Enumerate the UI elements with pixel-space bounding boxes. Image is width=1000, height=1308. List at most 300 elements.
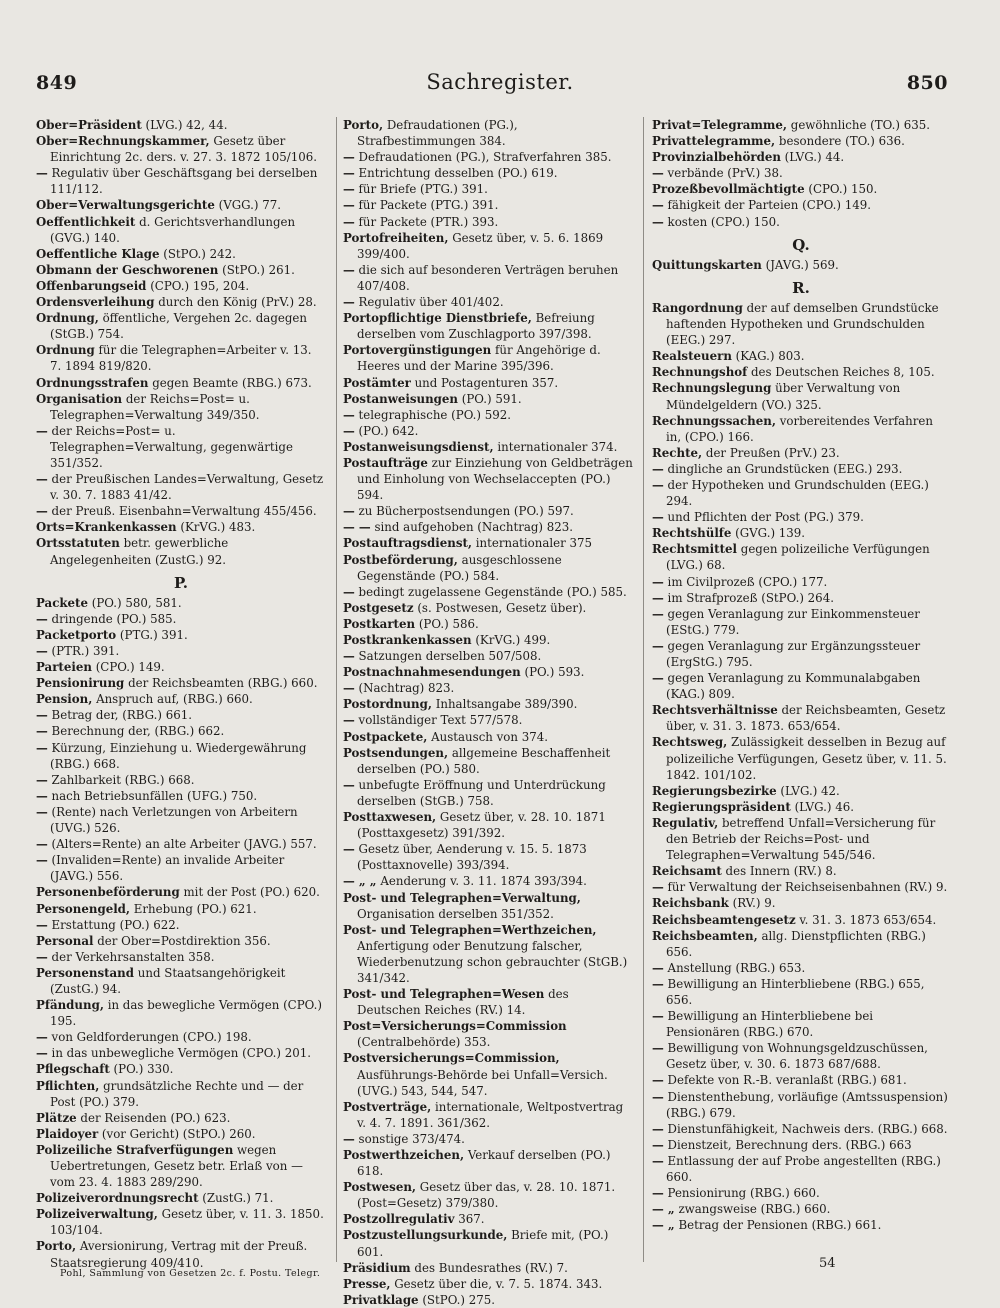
entry-text: (CPO.) 195, 204.: [150, 278, 250, 293]
entry-text: Regulativ über 401/402.: [358, 295, 504, 310]
entry-text: Dienstenthebung, vorläufige (Amtssuspension) (RBG.) 679.: [666, 1089, 948, 1120]
entry-text: die sich auf besonderen Verträgen beruhen 407/408.: [357, 262, 619, 293]
entry-heading: —: [652, 606, 664, 621]
entry-text: Defraudationen (PG.), Strafverfahren 385.: [358, 150, 612, 165]
entry-text: (PO.) 330.: [113, 1062, 174, 1077]
entry-heading: Postgesetz: [343, 600, 414, 615]
entry-heading: —: [36, 837, 48, 852]
entry-text: (PTG.) 391.: [119, 627, 188, 642]
entry-text: durch den König (PrV.) 28.: [158, 295, 317, 310]
index-entry: [343, 535, 633, 551]
entry-text: Gesetz über die, v. 7. 5. 1874. 343.: [394, 1276, 603, 1291]
index-entry: [36, 675, 326, 691]
entry-heading: Ober=Präsident: [36, 118, 142, 132]
entry-text: Gesetz über, v. 5. 6. 1869 399/400.: [357, 230, 604, 261]
index-entry: [36, 535, 326, 567]
index-entry: [343, 1099, 633, 1131]
entry-heading: —: [652, 1089, 664, 1104]
entry-heading: Realsteuern: [652, 349, 732, 364]
entry-text: der Reichs=Post= u. Telegraphen=Verwaltung, gegenwärtige 351/352.: [50, 423, 293, 470]
index-entry: [652, 1040, 950, 1072]
index-entry: [343, 1131, 633, 1147]
entry-heading: Personenbeförderung: [36, 885, 180, 900]
entry-text: (StPO.) 242.: [163, 246, 236, 261]
index-entry: [652, 364, 950, 380]
entry-text: (LVG.) 42.: [780, 783, 840, 798]
entry-heading: Rangordnung: [652, 300, 743, 315]
index-entry: [343, 777, 633, 809]
entry-heading: Postordnung,: [343, 697, 432, 712]
entry-text: (RV.) 9.: [732, 896, 776, 911]
entry-heading: Ordensverleihung: [36, 295, 155, 310]
index-entry: [36, 246, 326, 262]
entry-heading: Post- und Telegraphen=Verwaltung,: [343, 890, 581, 905]
entry-heading: —: [652, 1073, 664, 1088]
entry-text: (ZustG.) 71.: [202, 1191, 274, 1206]
entry-heading: Plätze: [36, 1110, 77, 1125]
entry-heading: —: [36, 949, 48, 964]
entry-text: zwangsweise (RBG.) 660.: [678, 1202, 831, 1217]
index-entry: [36, 965, 326, 997]
entry-text: des Deutschen Reiches (RV.) 14.: [357, 987, 569, 1018]
entry-heading: Postzustellungsurkunde,: [343, 1228, 508, 1243]
index-entry: [343, 1227, 633, 1259]
entry-heading: —: [36, 611, 48, 626]
entry-heading: —: [652, 198, 664, 213]
entry-heading: Pension,: [36, 692, 93, 707]
index-entry: [343, 439, 633, 455]
entry-text: Dienstunfähigkeit, Nachweis ders. (RBG.) 668.: [667, 1121, 948, 1136]
entry-text: (PO.) 593.: [524, 665, 585, 680]
index-entry: [343, 214, 633, 230]
entry-text: Bewilligung an Hinterbliebene bei Pensionären (RBG.) 670.: [666, 1009, 874, 1040]
entry-heading: —: [652, 214, 664, 229]
entry-text: fähigkeit der Parteien (CPO.) 149.: [667, 198, 872, 213]
entry-text: Briefe mit, (PO.) 601.: [357, 1228, 609, 1259]
entry-heading: Rechtsweg,: [652, 735, 728, 750]
entry-text: der Reisenden (PO.) 623.: [80, 1110, 231, 1125]
index-entry: [652, 590, 950, 606]
index-entry: [343, 423, 633, 439]
entry-heading: Rechnungshof: [652, 365, 748, 380]
index-entry: [343, 407, 633, 423]
entry-heading: —: [343, 150, 355, 165]
sheet-number: 54: [819, 1256, 836, 1271]
entry-text: Anstellung (RBG.) 653.: [667, 960, 806, 975]
index-entry: [36, 294, 326, 310]
index-entry: [343, 648, 633, 664]
entry-heading: Postverträge,: [343, 1099, 432, 1114]
index-entry: [343, 342, 633, 374]
entry-heading: Oeffentliche Klage: [36, 246, 160, 261]
index-entry: [343, 197, 633, 213]
entry-text: gegen Beamte (RBG.) 673.: [152, 375, 312, 390]
entry-text: verbände (PrV.) 38.: [667, 166, 783, 181]
entry-heading: Offenbarungseid: [36, 278, 147, 293]
index-entry: [652, 257, 950, 273]
index-entry: [652, 912, 950, 928]
entry-heading: Parteien: [36, 660, 92, 675]
entry-text: Regulativ über Geschäftsgang bei derselben 111/112.: [50, 166, 318, 197]
entry-text: der Preuß. Eisenbahn=Verwaltung 455/456.: [51, 504, 317, 519]
entry-heading: —: [36, 724, 48, 739]
index-entry: [652, 1217, 950, 1233]
entry-text: Inhaltsangabe 389/390.: [435, 697, 578, 712]
index-entry: [36, 852, 326, 884]
index-entry: [652, 1137, 950, 1153]
entry-text: Betrag der, (RBG.) 661.: [51, 708, 193, 723]
entry-text: Defekte von R.-B. veranlaßt (RBG.) 681.: [667, 1073, 907, 1088]
index-entry: [652, 1008, 950, 1040]
index-entry: [36, 423, 326, 471]
entry-heading: —: [36, 853, 48, 868]
entry-heading: Pflegschaft: [36, 1062, 110, 1077]
index-entry: [652, 117, 950, 133]
index-entry: [343, 632, 633, 648]
entry-heading: Personal: [36, 933, 94, 948]
entry-text: Entlassung der auf Probe angestellten (RBG.) 660.: [666, 1153, 941, 1184]
index-entry: [652, 149, 950, 165]
entry-text: Erstattung (PO.) 622.: [51, 917, 180, 932]
entry-heading: — „: [652, 1218, 675, 1233]
index-entry: [36, 1110, 326, 1126]
entry-text: (Invaliden=Rente) an invalide Arbeiter (JAVG.) 556.: [50, 853, 285, 884]
entry-text: in das bewegliche Vermögen (CPO.) 195.: [50, 998, 322, 1029]
entry-text: der Preußischen Landes=Verwaltung, Gesetz v. 30. 7. 1883 41/42.: [50, 472, 324, 503]
index-entry: [652, 477, 950, 509]
entry-heading: Reichsbank: [652, 896, 729, 911]
footer-citation: Pohl, Sammlung von Gesetzen 2c. f. Postu. Telegr.: [60, 1268, 321, 1279]
entry-text: Gesetz über, v. 28. 10. 1871 (Posttaxgesetz) 391/392.: [357, 810, 606, 841]
index-entry: [343, 1276, 633, 1292]
entry-heading: — „: [652, 1202, 675, 1217]
entry-text: betr. gewerbliche Angelegenheiten (ZustG.) 92.: [50, 536, 229, 567]
index-entry: [36, 772, 326, 788]
entry-text: Anfertigung oder Benutzung falscher, Wiederbenutzung schon gebrauchter (StGB.) 341/342.: [357, 938, 628, 985]
index-entry: [652, 181, 950, 197]
index-entry: [652, 197, 950, 213]
index-entry: [343, 294, 633, 310]
index-entry: [343, 616, 633, 632]
index-entry: [652, 863, 950, 879]
index-entry: [652, 895, 950, 911]
entry-text: telegraphische (PO.) 592.: [358, 407, 512, 422]
entry-heading: Personenstand: [36, 965, 135, 980]
entry-text: Zahlbarkeit (RBG.) 668.: [51, 772, 195, 787]
index-entry: [343, 181, 633, 197]
index-entry: [343, 841, 633, 873]
index-entry: [652, 670, 950, 702]
entry-heading: Postnachnahmesendungen: [343, 665, 521, 680]
entry-text: Zulässigkeit desselben in Bezug auf polizeiliche Verfügungen, Gesetz über, v. 11. 5. 1842. 101/102.: [666, 735, 947, 782]
entry-text: Dienstzeit, Berechnung ders. (RBG.) 663: [667, 1137, 912, 1152]
index-entry: [343, 873, 633, 889]
entry-heading: Postwerthzeichen,: [343, 1148, 465, 1162]
entry-text: Gesetz über, Aenderung v. 15. 5. 1873 (Posttaxnovelle) 393/394.: [357, 842, 587, 873]
entry-text: gegen polizeiliche Verfügungen (LVG.) 68.: [666, 542, 930, 573]
entry-text: (JAVG.) 569.: [765, 257, 839, 272]
entry-heading: Obmann der Geschworenen: [36, 262, 219, 277]
entry-text: vollständiger Text 577/578.: [358, 713, 523, 728]
entry-heading: Polizeiverordnungsrecht: [36, 1191, 199, 1206]
entry-text: (StPO.) 275.: [422, 1292, 496, 1307]
entry-heading: Postkrankenkassen: [343, 633, 472, 647]
entry-heading: Präsidium: [343, 1260, 411, 1275]
index-entry: [36, 884, 326, 900]
entry-text: Anspruch auf, (RBG.) 660.: [96, 692, 253, 707]
section-letter: P.: [173, 573, 189, 592]
index-entry: [652, 1072, 950, 1088]
entry-heading: —: [36, 1046, 48, 1061]
entry-text: Befreiung derselben vom Zuschlagporto 397/398.: [357, 311, 595, 342]
index-entry: [343, 165, 633, 181]
index-entry: [652, 976, 950, 1008]
entry-heading: Oeffentlichkeit: [36, 214, 136, 229]
entry-text: vorbereitendes Verfahren in, (CPO.) 166.: [666, 413, 933, 444]
entry-heading: —: [343, 842, 355, 857]
index-entry: [652, 1121, 950, 1137]
entry-text: allg. Dienstpflichten (RBG.) 656.: [666, 928, 926, 959]
index-entry: [36, 1142, 326, 1190]
entry-text: Organisation derselben 351/352.: [357, 906, 554, 921]
entry-text: (LVG.) 44.: [784, 150, 845, 165]
entry-heading: —: [36, 166, 48, 181]
entry-text: zu Bücherpostsendungen (PO.) 597.: [358, 504, 574, 519]
index-entry: [36, 391, 326, 423]
entry-heading: Ober=Rechnungskammer,: [36, 134, 210, 149]
entry-text: kosten (CPO.) 150.: [667, 214, 780, 229]
entry-heading: —: [652, 477, 664, 492]
index-entry: [343, 262, 633, 294]
entry-heading: Polizeiliche Strafverfügungen: [36, 1142, 234, 1157]
entry-text: besondere (TO.) 636.: [778, 134, 905, 149]
entry-text: der Reichs=Post= u. Telegraphen=Verwaltung 349/350.: [50, 391, 260, 422]
index-entry: [652, 815, 950, 863]
entry-text: Entrichtung desselben (PO.) 619.: [358, 166, 558, 181]
entry-heading: —: [652, 1009, 664, 1024]
index-entry: [343, 712, 633, 728]
index-entry: [343, 1260, 633, 1276]
index-entry: [36, 949, 326, 965]
entry-heading: —: [343, 166, 355, 181]
entry-heading: Provinzialbehörden: [652, 150, 781, 165]
entry-text: (KrVG.) 499.: [475, 633, 551, 647]
section-letter: Q.: [792, 235, 810, 254]
index-entry: [652, 783, 950, 799]
entry-heading: —: [343, 713, 355, 728]
index-entry: [652, 879, 950, 895]
entry-text: von Geldforderungen (CPO.) 198.: [51, 1030, 252, 1045]
entry-text: des Innern (RV.) 8.: [725, 864, 837, 879]
entry-text: für die Telegraphen=Arbeiter v. 13. 7. 1894 819/820.: [50, 343, 312, 374]
entry-heading: Post- und Telegraphen=Wesen: [343, 987, 545, 1002]
index-entry: [343, 680, 633, 696]
index-entry: [36, 278, 326, 294]
index-entry: [343, 375, 633, 391]
entry-heading: Rechtsmittel: [652, 542, 738, 557]
page-number-right: 850: [906, 72, 948, 94]
column-divider: [336, 117, 337, 1262]
entry-heading: Rechnungssachen,: [652, 413, 776, 428]
entry-heading: —: [36, 740, 48, 755]
entry-heading: Privat=Telegramme,: [652, 118, 788, 132]
entry-text: Gesetz über, v. 11. 3. 1850. 103/104.: [50, 1207, 324, 1238]
index-entry: [36, 519, 326, 535]
entry-heading: Plaidoyer: [36, 1126, 99, 1141]
entry-text: der Verkehrsanstalten 358.: [51, 949, 215, 964]
index-entry: [343, 986, 633, 1018]
entry-heading: —: [343, 649, 355, 664]
entry-heading: Porto,: [36, 1239, 77, 1254]
entry-text: dringende (PO.) 585.: [51, 611, 177, 626]
entry-heading: Reichsbeamtengesetz: [652, 912, 796, 927]
entry-heading: —: [36, 788, 48, 803]
entry-text: internationaler 375: [475, 536, 593, 551]
entry-heading: —: [36, 772, 48, 787]
index-entry: [343, 922, 633, 986]
entry-text: dingliche an Grundstücken (EEG.) 293.: [667, 461, 903, 476]
entry-text: im Strafprozeß (StPO.) 264.: [667, 590, 834, 605]
index-entry: [652, 960, 950, 976]
index-entry: [652, 214, 950, 230]
entry-heading: — „ „: [343, 874, 377, 889]
entry-text: Erhebung (PO.) 621.: [133, 901, 257, 916]
entry-heading: Pflichten,: [36, 1078, 100, 1093]
index-entry: [36, 1029, 326, 1045]
entry-heading: Posttaxwesen,: [343, 810, 437, 825]
entry-text: bedingt zugelassene Gegenstände (PO.) 585.: [358, 584, 627, 599]
entry-text: (KrVG.) 483.: [180, 520, 256, 535]
entry-heading: Postpackete,: [343, 729, 428, 744]
entry-heading: —: [652, 1121, 664, 1136]
entry-heading: —: [343, 295, 355, 310]
page-title: Sachregister.: [426, 70, 574, 94]
index-entry: [343, 503, 633, 519]
entry-text: für Verwaltung der Reichseisenbahnen (RV.) 9.: [667, 880, 948, 895]
index-entry: [343, 729, 633, 745]
entry-heading: —: [652, 166, 664, 181]
index-entry: [652, 1185, 950, 1201]
entry-heading: Polizeiverwaltung,: [36, 1207, 158, 1222]
index-entry: [36, 659, 326, 675]
index-entry: [652, 1089, 950, 1121]
entry-text: (PO.) 586.: [418, 616, 479, 631]
index-entry: [36, 901, 326, 917]
index-column-left: [36, 117, 326, 1271]
entry-text: Bewilligung von Wohnungsgeldzuschüssen, Gesetz über, v. 30. 6. 1873 687/688.: [666, 1041, 928, 1072]
entry-heading: Post- und Telegraphen=Werthzeichen,: [343, 922, 597, 937]
index-entry: [343, 664, 633, 680]
entry-text: und Postagenturen 357.: [414, 375, 559, 390]
entry-heading: —: [36, 423, 48, 438]
entry-text: (LVG.) 46.: [794, 799, 854, 814]
entry-text: grundsätzliche Rechte und — der Post (PO.) 379.: [50, 1078, 304, 1109]
entry-text: der Preußen (PrV.) 23.: [705, 445, 840, 460]
entry-heading: Regulativ,: [652, 815, 719, 830]
index-entry: [36, 471, 326, 503]
entry-text: (PO.) 580, 581.: [91, 595, 182, 610]
entry-text: (s. Postwesen, Gesetz über).: [417, 600, 587, 615]
index-entry: [652, 638, 950, 670]
entry-text: v. 31. 3. 1873 653/654.: [799, 912, 937, 927]
entry-heading: —: [36, 504, 48, 519]
index-entry: [343, 1050, 633, 1098]
entry-text: (Alters=Rente) an alte Arbeiter (JAVG.) 557.: [51, 837, 317, 852]
index-entry: [36, 1126, 326, 1142]
index-entry: [36, 1078, 326, 1110]
entry-heading: Privattelegramme,: [652, 134, 776, 149]
entry-heading: Orts=Krankenkassen: [36, 520, 177, 535]
entry-heading: Packete: [36, 595, 89, 610]
entry-text: sonstige 373/474.: [358, 1131, 465, 1146]
entry-text: im Civilprozeß (CPO.) 177.: [667, 574, 828, 589]
entry-text: internationale, Weltpostvertrag v. 4. 7. 1891. 361/362.: [357, 1099, 624, 1130]
index-entry: [343, 584, 633, 600]
index-entry: [36, 310, 326, 342]
entry-heading: —: [36, 644, 48, 658]
entry-text: nach Betriebsunfällen (UFG.) 750.: [51, 788, 258, 803]
entry-heading: —: [652, 960, 664, 975]
entry-text: Defraudationen (PG.), Strafbestimmungen 384.: [357, 118, 518, 149]
entry-heading: Ordnung: [36, 343, 95, 358]
entry-heading: Regierungspräsident: [652, 799, 791, 814]
index-entry: [36, 133, 326, 165]
index-entry: [36, 1238, 326, 1270]
entry-text: Austausch von 374.: [431, 729, 549, 744]
entry-heading: Postauftragsdienst,: [343, 536, 473, 551]
entry-text: (CPO.) 149.: [95, 660, 165, 675]
entry-text: (Rente) nach Verletzungen von Arbeitern (UVG.) 526.: [50, 804, 298, 836]
entry-heading: —: [652, 976, 664, 991]
index-entry: [343, 1292, 633, 1308]
index-entry: [652, 799, 950, 815]
entry-heading: Personengeld,: [36, 901, 131, 916]
page-number-left: 849: [36, 72, 78, 94]
entry-text: mit der Post (PO.) 620.: [183, 885, 320, 900]
entry-text: gegen Veranlagung zur Einkommensteuer (EStG.) 779.: [666, 606, 920, 637]
entry-heading: —: [652, 1153, 664, 1168]
index-entry: [343, 230, 633, 262]
entry-heading: Presse,: [343, 1276, 391, 1291]
entry-text: Aversionirung, Vertrag mit der Preuß. Staatsregierung 409/410.: [50, 1239, 308, 1270]
index-entry: [36, 375, 326, 391]
entry-text: Verkauf derselben (PO.) 618.: [357, 1148, 611, 1179]
entry-text: Bewilligung an Hinterbliebene (RBG.) 655, 656.: [666, 976, 925, 1007]
entry-text: der auf demselben Grundstücke haftenden Hypotheken und Grundschulden (EEG.) 297.: [666, 300, 939, 348]
entry-heading: —: [36, 917, 48, 932]
entry-text: Pensionirung (RBG.) 660.: [667, 1186, 820, 1201]
entry-heading: Rechtshülfe: [652, 526, 732, 541]
entry-text: (CPO.) 150.: [808, 182, 878, 197]
index-entry: [36, 165, 326, 197]
entry-text: unbefugte Eröffnung und Unterdrückung derselben (StGB.) 758.: [357, 777, 606, 808]
index-entry: [652, 300, 950, 348]
entry-text: internationaler 374.: [497, 439, 618, 454]
entry-heading: Postanweisungsdienst,: [343, 439, 494, 454]
section-letter: R.: [792, 278, 810, 297]
index-entry: [36, 611, 326, 627]
entry-heading: —: [343, 777, 355, 792]
index-entry: [36, 1045, 326, 1061]
index-entry: [343, 890, 633, 922]
index-entry: [36, 503, 326, 519]
entry-text: des Deutschen Reiches 8, 105.: [750, 365, 935, 380]
entry-text: der Ober=Postdirektion 356.: [97, 933, 271, 948]
entry-text: und Pflichten der Post (PG.) 379.: [667, 510, 864, 525]
entry-heading: Packetporto: [36, 627, 117, 642]
entry-heading: Prozeßbevollmächtigte: [652, 182, 805, 197]
entry-text: (PTR.) 391.: [51, 644, 120, 658]
